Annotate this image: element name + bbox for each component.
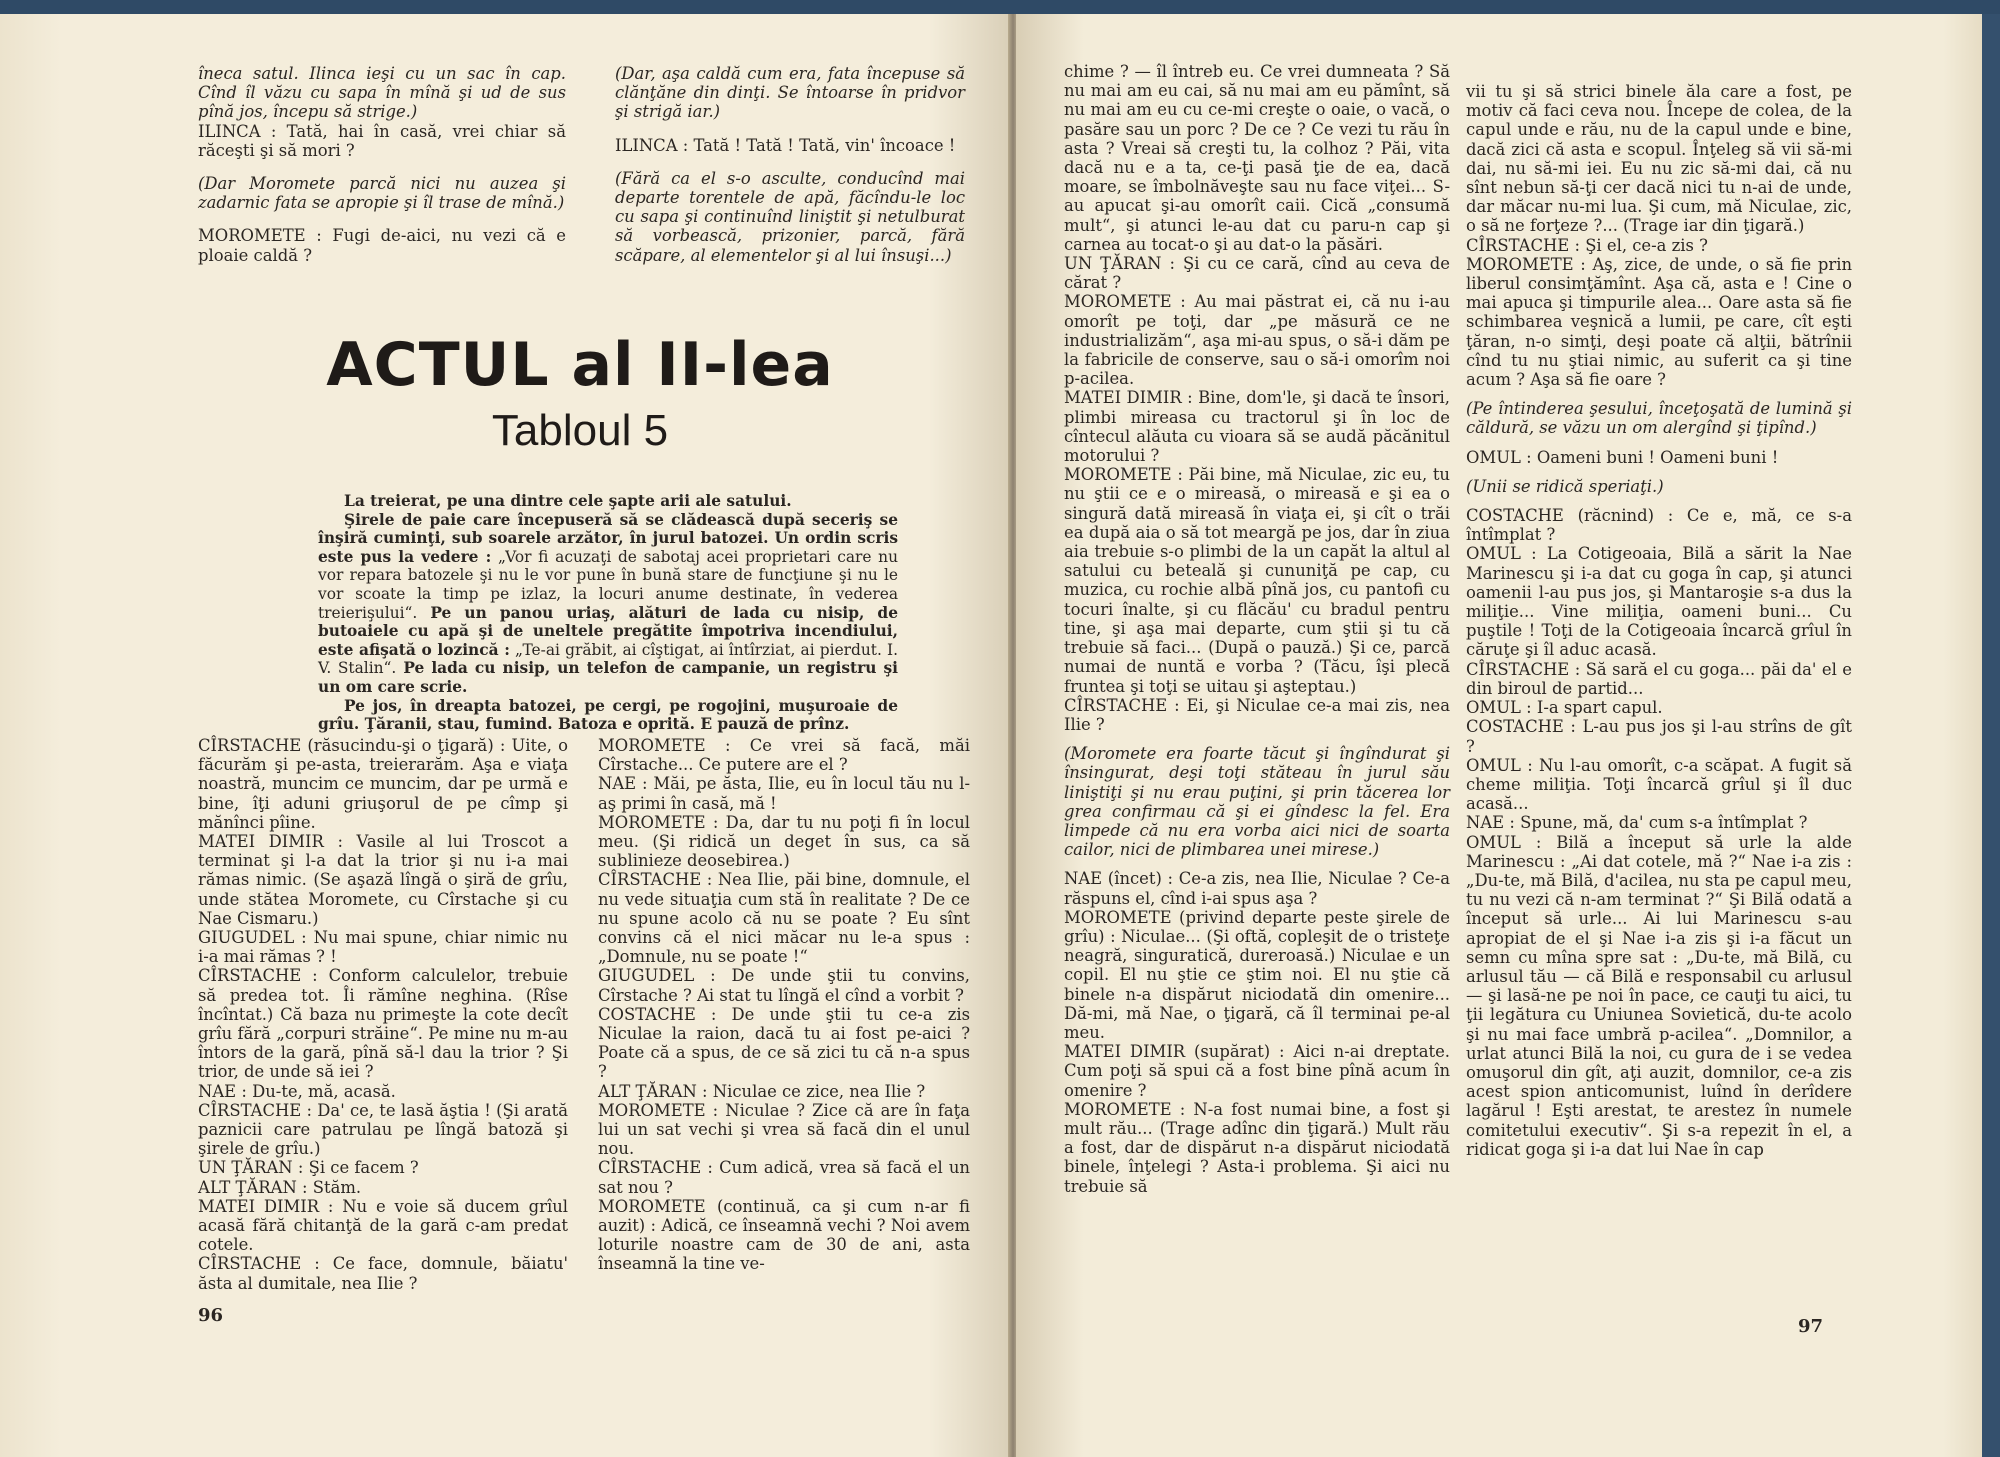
- intro-slogan: „Te-ai grăbit, ai cîştigat, ai întîrziat, ai pierdut. I. V. Stalin“.: [318, 640, 899, 678]
- page-number-left: 96: [198, 1305, 224, 1326]
- dialogue-line: NAE : Măi, pe ăsta, Ilie, eu în locul tău nu l-aş primi în casă, mă !: [598, 774, 970, 813]
- dialogue-line: COSTACHE (răcnind) : Ce e, mă, ce s-a întîmplat ?: [1466, 506, 1852, 545]
- dialogue-line: CÎRSTACHE : Şi el, ce-a zis ?: [1466, 235, 1708, 255]
- intro-bold-3: Pe un panou uriaş, alături de lada cu nisip, de butoaiele cu apă şi de uneltele pregătite împotriva incendiului, este afişată o lozincă :: [318, 603, 898, 659]
- dialogue-line: GIUGUDEL : Nu mai spune, chiar nimic nu i-a mai rămas ? !: [198, 928, 568, 967]
- page-number-right: 97: [1798, 1316, 1824, 1337]
- dialogue-line: COSTACHE : L-au pus jos şi l-au strîns de gît ?: [1466, 717, 1852, 756]
- dialogue-line: OMUL : Bilă a început să urle la alde Marinescu : „Ai dat cotele, mă ?“ Nae i-a zis : „Du-te, mă Bilă, d'acilea, nu sta pe capul meu, tu nu vezi că n-am terminat ?“ Şi Bilă odată a început să urle... Ai lui Marinescu s-au apropiat de el şi Nae i-a zis şi i-a făcut un semn cu mîna spre sat : „Du-te, mă Bilă, cu arlusul tău — că Bilă e responsabil cu arlusul — şi lasă-ne pe noi în pace, ce cauţi tu aici, tu ţii legătura cu Uniunea Sovietică, du-te acolo şi nu mai face umbră p-acilea“. „Domnilor, a urlat atunci Bilă la noi, cu gura de i se vedea omuşorul din gît, aţi auzit, domnilor, ce-a zis acest spion anticomunist, luînd în derîdere lagărul ! Eşti arestat, te arestez în numele comitetului executiv“. Şi s-a repezit în el, a ridicat goga şi i-a dat lui Nae în cap: [1466, 832, 1852, 1159]
- dialogue-line: ALT ŢĂRAN : Niculae ce zice, nea Ilie ?: [598, 1081, 926, 1101]
- stage-direction: îneca satul. Ilinca ieşi cu un sac în cap. Cînd îl văzu cu sapa în mînă şi ud de sus pînă jos, începu să strige.): [198, 64, 566, 122]
- dialogue-line: CÎRSTACHE : Să sară el cu goga... păi da' el e din biroul de partid...: [1466, 659, 1852, 698]
- intro-order-quote: „Vor fi acuzaţi de sabotaj acei proprietari care nu vor repara batozele şi nu le vor pune în bună stare de funcţiune şi nu le vor scoate la timp pe izlaz, la locuri anume destinate, în vederea treierişului“.: [318, 547, 898, 622]
- dialogue-line: chime ? — îl întreb eu. Ce vrei dumneata ? Să nu mai am eu cai, să nu mai am eu pămînt, să nu mai am eu cu ce-mi creşte o oaie, o vacă, o pasăre sau un porc ? De ce ? Ce vezi tu rău în asta ? Vreai să creşti tu, la colhoz ? Păi, vita dacă nu e a ta, ce-ţi pasă ţie de ea, dacă moare, se îmbolnăveşte sau nu face viţei... S-au apucat şi-au omorît caii. Cică „consumă mult“, şi atunci le-au dat cu paru-n cap şi carnea au tocat-o şi au dat-o la păsări.: [1064, 62, 1450, 254]
- left-top-column-2: [615, 64, 965, 265]
- stage-direction: (Pe întinderea şesului, înceţoşată de lumină şi căldură, se văzu un om alergînd şi ţipînd.): [1466, 399, 1852, 438]
- stage-direction: (Dar, aşa caldă cum era, fata începuse să clănţăne din dinţi. Se întoarse în pridvor şi strigă iar.): [615, 64, 965, 122]
- book-cover-right: [1982, 14, 2000, 1457]
- dialogue-line: NAE : Spune, mă, da' cum s-a întîmplat ?: [1466, 813, 1808, 833]
- intro-bold-4: Pe lada cu nisip, un telefon de campanie, un registru şi un om care scrie.: [318, 659, 898, 696]
- left-bottom-column-1: [198, 736, 568, 1293]
- intro-bold-5: Pe jos, în dreapta batozei, pe cergi, pe rogojini, muşuroaie de grîu. Ţăranii, stau, fumind. Batoza e oprită. E pauză de prînz.: [318, 696, 898, 734]
- dialogue-line: OMUL : Oameni buni ! Oameni buni !: [1466, 447, 1779, 467]
- dialogue-line: ILINCA : Tată ! Tată ! Tată, vin' încoace !: [615, 135, 956, 155]
- paragraph-gap: [198, 212, 566, 226]
- dialogue-line: MOROMETE : Păi bine, mă Niculae, zic eu, tu nu ştii ce e o mireasă, o mireasă e şi ea o singură dată mireasă în viaţa ei, şi cît o trăi ea după aia o să tot meargă pe jos, dar în ziua aia trebuie s-o plimbi de la un capăt la altul al satului cu beteală şi cununiţă pe cap, cu muzica, cu rochie albă pînă jos, cu pantofi cu tocuri înalte, şi cu flăcău' cu bradul pentru tine, şi aşa mai departe, cum ştii şi tu că trebuie să faci... (După o pauză.) Şi ce, parcă numai de nuntă e vorba ? (Tăcu, îşi plecă fruntea şi toţi se uitau şi aşteptau.): [1064, 465, 1450, 696]
- dialogue-line: MOROMETE : Aş, zice, de unde, o să fie prin liberul consimţămînt. Aşa că, asta e ! Cine o mai apuca şi timpurile alea... Oare asta să fie schimbarea veşnică a lumii, pe care, cît eşti ţăran, n-o simţi, deşi poate că alţii, bătrînii cînd tu nu ştiai nimic, au suferit ca şi tine acum ? Aşa să fie oare ?: [1466, 254, 1852, 390]
- dialogue-line: CÎRSTACHE : Ei, şi Niculae ce-a mai zis, nea Ilie ?: [1064, 695, 1450, 734]
- paragraph-gap: [615, 155, 965, 169]
- dialogue-line: CÎRSTACHE : Nea Ilie, păi bine, domnule, el nu vede situaţia cum stă în realitate ? De ce nu spune acolo că nu se poate ? Eu sînt convins că el nici măcar nu le-a spus : „Domnule, nu se poate !“: [598, 870, 970, 967]
- right-column-1: [1064, 62, 1450, 1196]
- dialogue-line: OMUL : I-a spart capul.: [1466, 698, 1663, 718]
- dialogue-line: ILINCA : Tată, hai în casă, vrei chiar să răceşti şi să mori ?: [198, 121, 566, 160]
- dialogue-line: MATEI DIMIR (supărat) : Aici n-ai dreptate. Cum poţi să spui că a fost bine pînă acum în omenire ?: [1064, 1042, 1450, 1100]
- paragraph-gap: [615, 122, 965, 136]
- stage-direction: (Fără ca el s-o asculte, conducînd mai departe torentele de apă, făcîndu-le loc cu sapa şi continuînd liniştit şi netulburat să vorbească, prizonier, parcă, fără scăpare, al elementelor şi al lui însuşi...): [615, 168, 965, 265]
- dialogue-line: CÎRSTACHE : Conform calculelor, trebuie să predea tot. Îi rămîne neghina. (Rîse încîntat.) Că baza nu primeşte la cote decît grîu fără „corpuri străine“. Pe mine nu m-au întors de la gară, pînă să-l dau la trior ? Şi trior, de unde să iei ?: [198, 966, 568, 1082]
- dialogue-line: CÎRSTACHE : Da' ce, te lasă ăştia ! (Şi arată paznicii care patrulau pe lîngă batoză şi şirele de grîu.): [198, 1100, 568, 1159]
- scene-description: [318, 492, 898, 734]
- dialogue-line: CÎRSTACHE (răsucindu-şi o ţigară) : Uite, o făcurăm şi pe-asta, treierarăm. Aşa e viaţa noastră, muncim ce muncim, dar pe urmă e bine, îţi aduni griuşorul de pe cîmp şi mănînci pîine.: [198, 736, 568, 832]
- book-cover-edge: [0, 0, 2000, 14]
- stage-direction: (Dar Moromete parcă nici nu auzea şi zadarnic fata se apropie şi îl trase de mînă.): [198, 174, 566, 213]
- dialogue-line: NAE : Du-te, mă, acasă.: [198, 1081, 396, 1101]
- dialogue-line: MOROMETE : Niculae ? Zice că are în faţa lui un sat vechi şi vrea să facă din el unul nou.: [598, 1100, 970, 1159]
- dialogue-line: MATEI DIMIR : Vasile al lui Troscot a terminat şi l-a dat la trior şi nu i-a mai rămas nimic. (Se aşază lîngă o şiră de grîu, unde stătea Moromete, cu Cîrstache şi cu Nae Cismaru.): [198, 832, 568, 928]
- act-title: ACTUL al II-lea: [326, 330, 834, 400]
- dialogue-line: MOROMETE : Ce vrei să facă, măi Cîrstache... Ce putere are el ?: [598, 736, 970, 775]
- dialogue-line: UN ŢĂRAN : Şi cu ce cară, cînd au ceva de cărat ?: [1064, 254, 1450, 293]
- dialogue-line: UN ŢĂRAN : Şi ce facem ?: [198, 1158, 419, 1178]
- dialogue-line: ALT ŢĂRAN : Stăm.: [198, 1177, 362, 1197]
- stage-direction: (Moromete era foarte tăcut şi îngîndurat şi însingurat, deşi toţi stăteau în jurul său liniştiţi şi nu erau puţini, şi prin tăcerea lor grea confirmau că şi ei gîndesc la fel. Era limpede că nu era vorba aici nici de soarta cailor, nici de plimbarea unei mirese.): [1064, 744, 1450, 860]
- tableau-title: Tabloul 5: [491, 406, 669, 455]
- right-column-2: [1466, 82, 1852, 1159]
- dialogue-line: CÎRSTACHE : Cum adică, vrea să facă el un sat nou ?: [598, 1158, 970, 1197]
- dialogue-line: CÎRSTACHE : Ce face, domnule, băiatu' ăsta al dumitale, nea Ilie ?: [198, 1254, 568, 1293]
- intro-line-1: La treierat, pe una dintre cele şapte arii ale satului.: [344, 492, 792, 510]
- dialogue-line: MOROMETE : Da, dar tu nu poţi fi în locul meu. (Şi ridică un deget în sus, ca să sublinieze deosebirea.): [598, 812, 970, 871]
- dialogue-line: MOROMETE (continuă, ca şi cum n-ar fi auzit) : Adică, ce înseamnă vechi ? Noi avem loturile noastre cam de 30 de ani, asta înseamnă la tine ve-: [598, 1196, 970, 1274]
- dialogue-line: MOROMETE (privind departe peste şirele de grîu) : Niculae... (Şi oftă, copleşit de o tristeţe neagră, singuratică, dureroasă.) Niculae e un copil. El nu ştie ce ştim noi. El nu ştie că binele n-a dispărut niciodată din omenire... Dă-mi, mă Nae, o ţigară, că îl terminai pe-al meu.: [1064, 907, 1450, 1042]
- dialogue-line: MOROMETE : Fugi de-aici, nu vezi că e ploaie caldă ?: [198, 226, 566, 265]
- right-page: [1016, 14, 1982, 1457]
- left-bottom-column-2: [598, 736, 970, 1274]
- left-page: [0, 14, 1010, 1457]
- dialogue-line: vii tu şi să strici binele ăla care a fost, pe motiv că faci ceva nou. Începe de colea, de la capul unde e rău, nu de la capul unde e bine, dacă zici că asta e scopul. Înţeleg să vii să-mi dai, nu să-mi iei. Eu nu zic să-mi dai, că nu sînt nebun să-ţi cer dacă nici tu n-ai de unde, dar măcar nu-mi lua. Şi cum, mă Niculae, zic, o să ne forţeze ?... (Trage iar din ţigară.): [1466, 82, 1852, 236]
- dialogue-line: COSTACHE : De unde ştii tu ce-a zis Niculae la raion, dacă tu ai fost pe-aici ? Poate că a spus, de ce să zici tu că n-a spus ?: [598, 1004, 970, 1082]
- dialogue-line: NAE (încet) : Ce-a zis, nea Ilie, Niculae ? Ce-a răspuns el, cînd i-ai spus aşa ?: [1064, 869, 1450, 908]
- dialogue-line: MATEI DIMIR : Bine, dom'le, şi dacă te însori, plimbi mireasa cu tractorul şi în loc de cîntecul alăuta cu vioara să se audă păcănitul motorului ?: [1064, 388, 1450, 466]
- intro-bold-2: Şirele de paie care începuseră să se clădească după seceriş se înşiră cuminţi, sub soarele arzător, în jurul batozei. Un ordin scris este pus la vedere :: [318, 510, 898, 566]
- dialogue-line: OMUL : Nu l-au omorît, c-a scăpat. A fugit să cheme miliţia. Toţi încarcă grîul şi îl duc acasă...: [1466, 755, 1852, 814]
- stage-direction: (Unii se ridică speriaţi.): [1466, 476, 1664, 496]
- paragraph-gap: [198, 160, 566, 174]
- dialogue-line: OMUL : La Cotigeoaia, Bilă a sărit la Nae Marinescu şi i-a dat cu goga în cap, şi atunci oamenii l-au pus jos, şi Mantaroşie s-a dus la miliţie... Vine miliţia, oameni buni... Cu puştile ! Toţi de la Cotigeoaia încarcă grîul în căruţe şi îl aduc acasă.: [1466, 544, 1852, 660]
- dialogue-line: MATEI DIMIR : Nu e voie să ducem grîul acasă fără chitanţă de la gară c-am predat cotele.: [198, 1196, 568, 1255]
- left-top-column-1: [198, 64, 566, 265]
- dialogue-line: MOROMETE : N-a fost numai bine, a fost şi mult rău... (Trage adînc din ţigară.) Mult rău a fost, dar de dispărut n-a dispărut niciodată binele, înţelegi ? Asta-i problema. Şi aici nu trebuie să: [1064, 1099, 1450, 1196]
- dialogue-line: MOROMETE : Au mai păstrat ei, că nu i-au omorît pe toţi, dar „pe măsură ce ne industrializăm“, aşa mi-au spus, o să-i dăm pe la fabricile de conserve, sau o să-i omorîm noi p-acilea.: [1064, 292, 1450, 389]
- dialogue-line: GIUGUDEL : De unde ştii tu convins, Cîrstache ? Ai stat tu lîngă el cînd a vorbit ?: [598, 966, 970, 1005]
